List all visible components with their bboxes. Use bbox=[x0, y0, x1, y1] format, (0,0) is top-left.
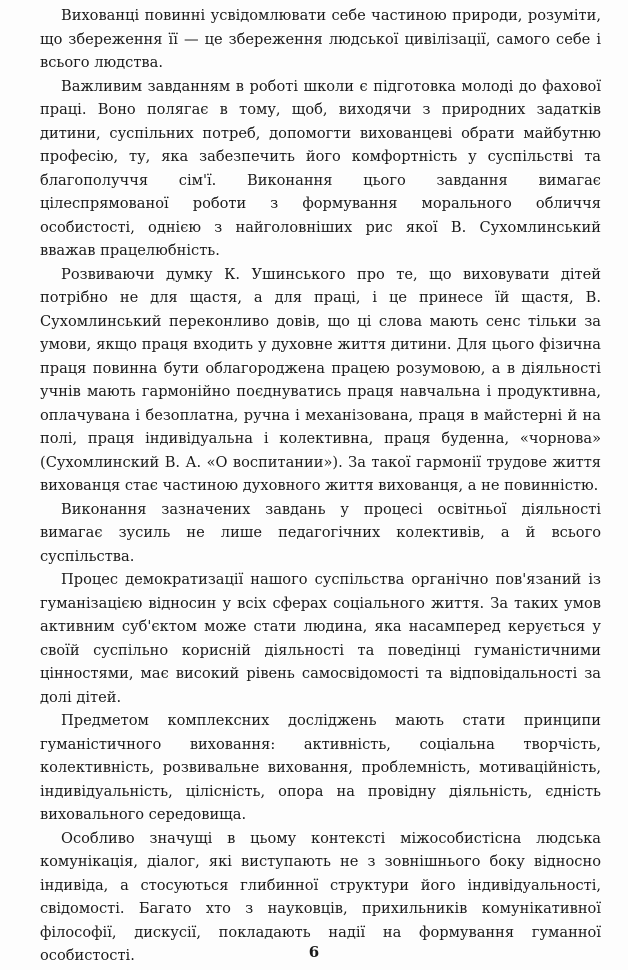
paragraph-4: Виконання зазначених завдань у процесі освітньої діяльності вимагає зусиль не лише педагогічних колективів, а й всього суспільства. bbox=[40, 500, 601, 565]
paragraph-5: Процес демократизації нашого суспільства органічно пов'язаний із гуманізацією відносин у всіх сферах соціального життя. За таких умов активним суб'єктом може стати людина, яка насамперед керується у своїй суспільно корисній діяльності та поведінці гуманістичними цінностями, має високий рівень самосвідомості та відповідальності за долі дітей. bbox=[40, 571, 601, 706]
paragraph-3: Розвиваючи думку К. Ушинського про те, що виховувати дітей потрібно не для щастя, а для праці, і це принесе їй щастя, В. Сухомлинський переконливо довів, що ці слова мають сенс тільки за умови, якщо праця входить у духовне життя дитини. Для цього фізична праця повинна бути облагороджена працею розумовою, а в діяльності учнів мають гармонійно поєднуватись праця навчальна і продуктивна, оплачувана і безоплатна, ручна і механізована, праця в майстерні й на полі, праця індивідуальна і колективна, праця буденна, «чорнова» (Сухомлинский В. А. «О воспитании»). За такої гармонії трудове життя вихованця стає частиною духовного життя вихованця, а не повинністю. bbox=[40, 265, 601, 494]
paragraph-1: Вихованці повинні усвідомлювати себе частиною природи, розуміти, що збереження її — це збереження людської цивілізації, самого себе і всього людства. bbox=[40, 7, 601, 71]
paragraph-7: Особливо значущі в цьому контексті міжособистісна людська комунікація, діалог, які виступають не з зовнішнього боку відносно індивіда, а стосуються глибинної структури його індивідуальності, свідомості. Багато хто з науковців, прихильників комунікативної філософії, дискусії, покладають надії на формування гуманної особистості. bbox=[40, 829, 601, 964]
paragraph-2: Важливим завданням в роботі школи є підготовка молоді до фахової праці. Воно полягає в тому, щоб, виходячи з природних задатків дитини, суспільних потреб, допомогти вихованцеві обрати майбутню професію, ту, яка забезпечить його комфортність у суспільстві та благополуччя сім'ї. Виконання цього завдання вимагає цілеспрямованої роботи з формування морального обличчя особистості, однією з найголовніших рис якої В. Сухомлинський вважав працелюбність. bbox=[40, 77, 601, 259]
page-number: 6 bbox=[308, 943, 320, 961]
body-text bbox=[40, 4, 601, 968]
paragraph-6: Предметом комплексних досліджень мають стати принципи гуманістичного виховання: активність, соціальна творчість, колективність, розвивальне виховання, проблемність, мотиваційність, індивідуальність, цілісність, опора на провідну діяльність, єдність виховального середовища. bbox=[40, 712, 601, 823]
